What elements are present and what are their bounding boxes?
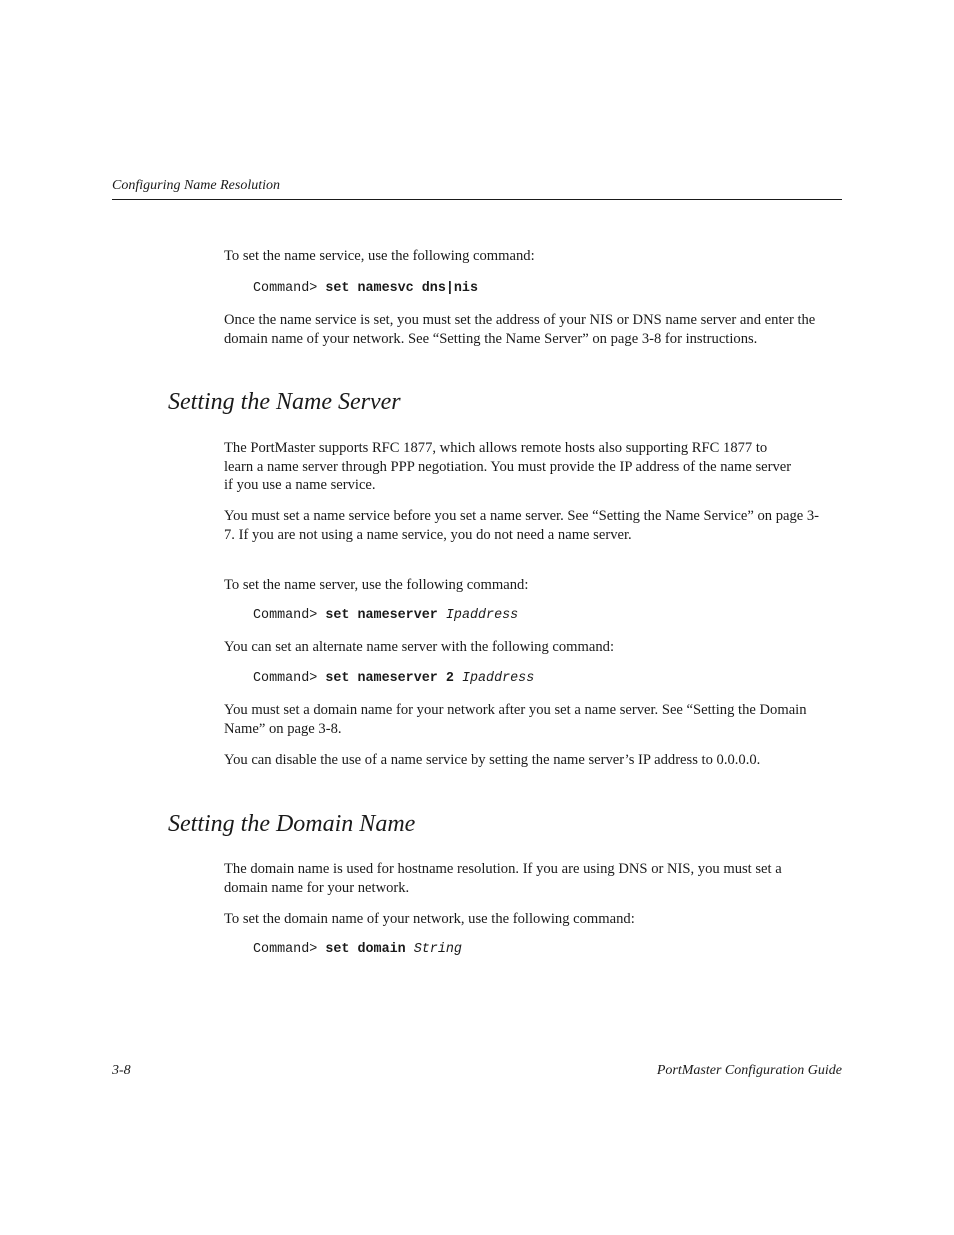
command-argument: String — [413, 942, 462, 957]
running-header: Configuring Name Resolution — [112, 178, 280, 193]
intro-paragraph-1: To set the name service, use the following command: — [224, 248, 535, 264]
name-server-paragraph-5: You must set a domain name for your network after you set a name server. See “Setting the Domain Name” on page 3-8. — [224, 702, 807, 737]
page-number: 3-8 — [112, 1063, 131, 1078]
domain-name-paragraph-1: The domain name is used for hostname resolution. If you are using DNS or NIS, you must set a domain name for your network. — [224, 861, 782, 896]
name-server-paragraph-2: You must set a name service before you set a name server. See “Setting the Name Service” on page 3-7. If you are not using a name service, you do not need a name server. — [224, 508, 820, 543]
command-keyword: set domain — [325, 942, 414, 957]
command-argument: Ipaddress — [445, 608, 519, 623]
name-server-paragraph-4: You can set an alternate name server with the following command: — [224, 639, 615, 655]
book-title: PortMaster Configuration Guide — [656, 1063, 842, 1078]
section-heading-domain-name: Setting the Domain Name — [168, 811, 416, 837]
section-heading-name-server: Setting the Name Server — [168, 389, 401, 415]
command-domain — [253, 941, 462, 959]
command-prompt: Command> — [253, 608, 326, 623]
command-prompt: Command> — [253, 942, 326, 957]
header-rule — [112, 199, 842, 200]
name-server-paragraph-1: The PortMaster supports RFC 1877, which allows remote hosts also supporting RFC 1877 to learn a name server through PPP negotiation. You must provide the IP address of the name server if you use a name service. — [224, 440, 792, 494]
command-prompt: Command> — [253, 671, 326, 686]
command-argument: Ipaddress — [461, 671, 535, 686]
command-prompt: Command> — [253, 281, 326, 296]
name-server-paragraph-6: You can disable the use of a name service by setting the name server’s IP address to 0.0.0.0. — [224, 752, 761, 768]
command-nameserver-2 — [253, 670, 534, 688]
command-namesvc — [253, 280, 478, 298]
command-keyword: set nameserver 2 — [325, 671, 462, 686]
command-nameserver — [253, 607, 518, 625]
command-keyword: set namesvc dns|nis — [325, 281, 479, 296]
command-keyword: set nameserver — [325, 608, 446, 623]
intro-paragraph-2: Once the name service is set, you must set the address of your NIS or DNS name server and enter the domain name of your network. See “Setting the Name Server” on page 3-8 for instructions. — [224, 312, 816, 347]
name-server-paragraph-3: To set the name server, use the following command: — [224, 577, 529, 593]
domain-name-paragraph-2: To set the domain name of your network, use the following command: — [224, 911, 635, 927]
